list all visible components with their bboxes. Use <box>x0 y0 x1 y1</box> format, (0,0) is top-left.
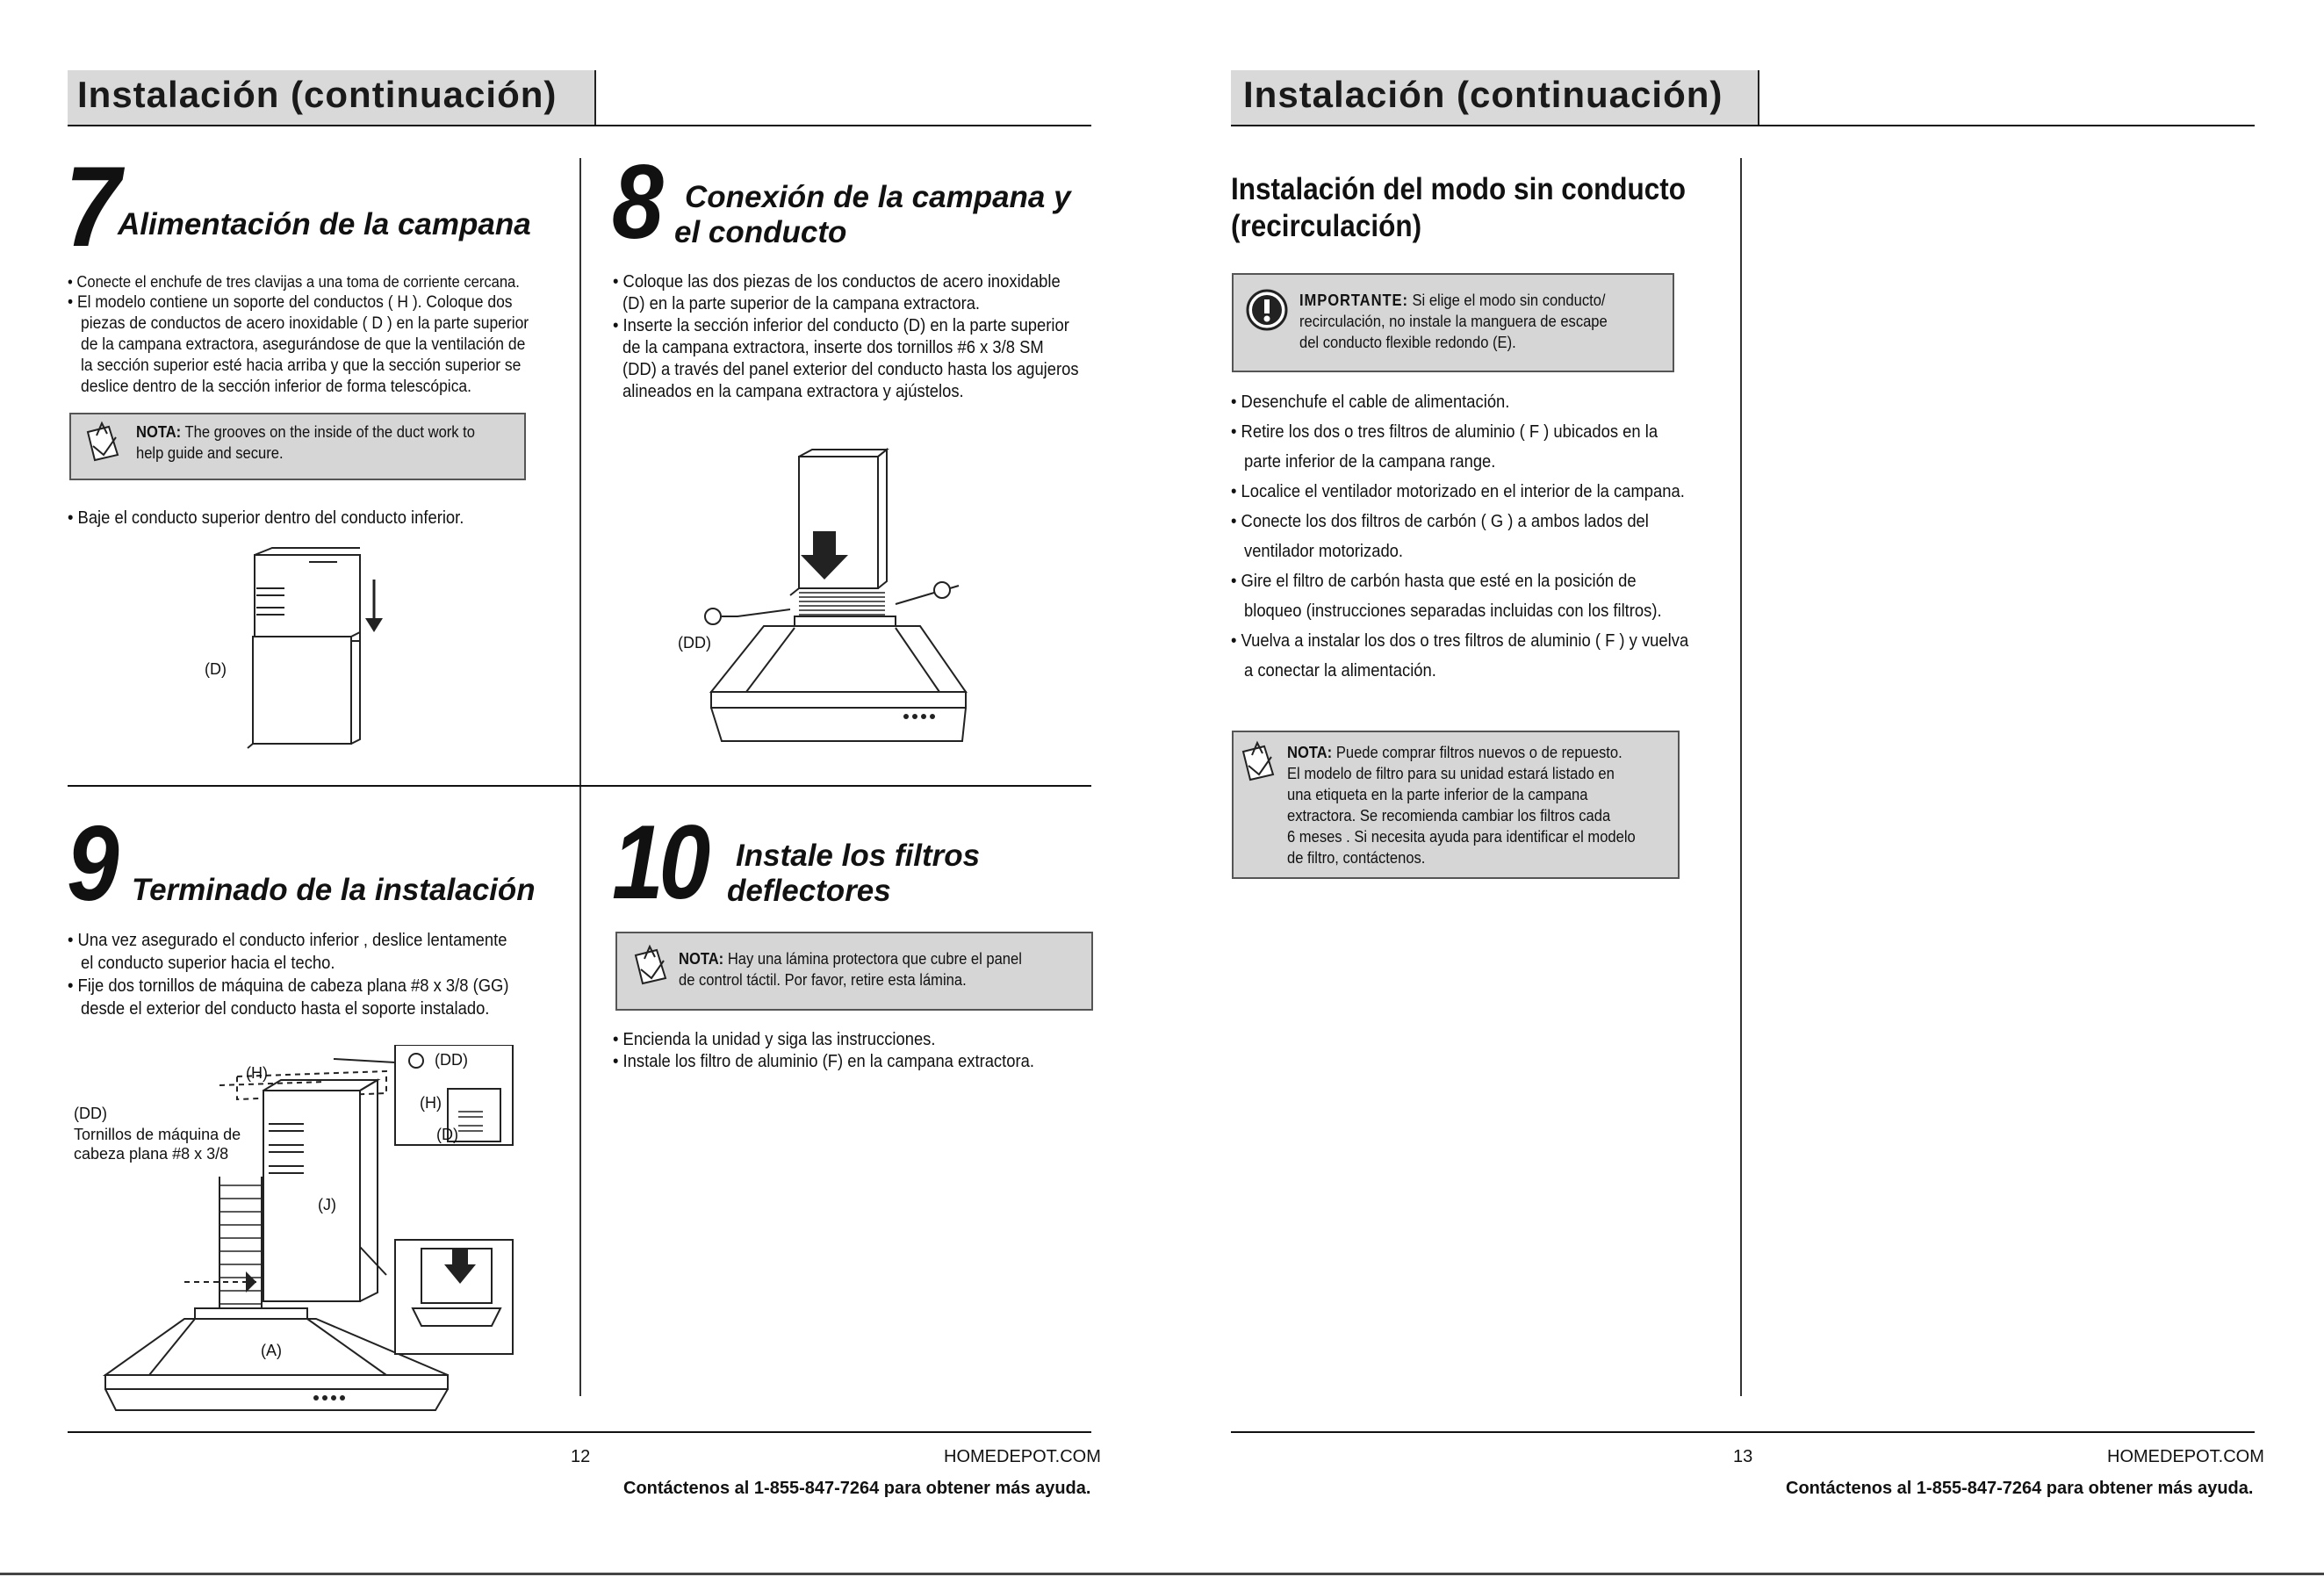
important-line-2: recirculación, no instale la manguera de escape <box>1299 313 1608 330</box>
important-line-1: IMPORTANTE: Si elige el modo sin conducto/ <box>1299 292 1606 309</box>
right-line-2: • Retire los dos o tres filtros de aluminio ( F ) ubicados en la <box>1231 422 1658 442</box>
step8-number: 8 <box>612 143 659 261</box>
step10-line-1: • Encienda la unidad y siga las instrucciones. <box>613 1030 936 1049</box>
right-note-line-2: El modelo de filtro para su unidad estará listado en <box>1287 765 1615 782</box>
left-footer-rule <box>68 1431 1091 1433</box>
step10-title-line-1: Instale los filtros <box>736 839 981 873</box>
step9-label-screws-2: cabeza plana #8 x 3/8 <box>74 1145 229 1163</box>
note-icon <box>1238 739 1280 785</box>
step7-lower-instruction: • Baje el conducto superior dentro del conducto inferior. <box>68 508 464 528</box>
step8-title-line-1: Conexión de la campana y <box>685 180 1071 214</box>
left-footer-site: HOMEDEPOT.COM <box>944 1447 1101 1466</box>
step7-title: Alimentación de la campana <box>118 207 531 241</box>
step8-line-2: (D) en la parte superior de la campana extractora. <box>622 294 981 313</box>
right-line-4: • Localice el ventilador motorizado en el interior de la campana. <box>1231 482 1685 501</box>
left-column-divider <box>579 158 581 1396</box>
right-header-title: Instalación (continuación) <box>1243 74 1723 115</box>
right-note-line-6: de filtro, contáctenos. <box>1287 849 1426 867</box>
right-line-7: • Gire el filtro de carbón hasta que esté en la posición de <box>1231 572 1637 591</box>
step9-label-j: (J) <box>318 1196 336 1213</box>
right-line-10: a conectar la alimentación. <box>1244 661 1436 680</box>
right-note-line-1: NOTA: Puede comprar filtros nuevos o de repuesto. <box>1287 744 1622 761</box>
right-line-8: bloqueo (instrucciones separadas incluidas con los filtros). <box>1244 601 1662 621</box>
step8-line-4: de la campana extractora, inserte dos tornillos #6 x 3/8 SM <box>622 338 1044 357</box>
step9-title: Terminado de la instalación <box>132 873 536 907</box>
step8-label-dd: (DD) <box>678 634 711 652</box>
right-section-title-line-2: (recirculación) <box>1231 209 1422 243</box>
hood-duct-connection-illustration <box>685 448 983 751</box>
step9-line-4: desde el exterior del conducto hasta el soporte instalado. <box>81 999 490 1019</box>
step7-line-3: piezas de conductos de acero inoxidable ( D ) en la parte superior <box>81 314 529 333</box>
right-line-1: • Desenchufe el cable de alimentación. <box>1231 392 1510 412</box>
right-note-line-3: una etiqueta en la parte inferior de la campana <box>1287 786 1588 803</box>
step9-number: 9 <box>67 803 115 923</box>
step9-label-screws-1: Tornillos de máquina de <box>74 1126 241 1143</box>
warning-icon <box>1245 288 1289 332</box>
step10-note-line-2: de control táctil. Por favor, retire esta lámina. <box>679 971 967 989</box>
right-header-rule <box>1231 125 2255 126</box>
right-footer-contact: Contáctenos al 1-855-847-7264 para obtener más ayuda. <box>1786 1479 2254 1498</box>
step8-title-line-2: el conducto <box>674 215 847 249</box>
right-footer-site: HOMEDEPOT.COM <box>2107 1447 2264 1466</box>
left-header-rule <box>68 125 1091 126</box>
right-line-6: ventilador motorizado. <box>1244 542 1404 561</box>
important-line-3: del conducto flexible redondo (E). <box>1299 334 1516 351</box>
step10-line-2: • Instale los filtro de aluminio (F) en la campana extractora. <box>613 1052 1034 1071</box>
finished-installation-illustration <box>97 1045 522 1422</box>
right-line-5: • Conecte los dos filtros de carbón ( G ) a ambos lados del <box>1231 512 1649 531</box>
right-footer-rule <box>1231 1431 2255 1433</box>
step8-line-6: alineados en la campana extractora y ajústelos. <box>622 382 964 401</box>
left-row-divider <box>68 785 1091 787</box>
step7-label-d: (D) <box>205 660 227 678</box>
left-header-title: Instalación (continuación) <box>77 74 558 115</box>
bottom-edge-rule <box>0 1573 2324 1575</box>
step9-label-h: (H) <box>246 1064 268 1082</box>
left-page-number: 12 <box>571 1447 591 1466</box>
step10-number: 10 <box>612 803 706 921</box>
step7-number: 7 <box>65 142 117 270</box>
step7-line-5: la sección superior esté hacia arriba y que la sección superior se <box>81 356 522 375</box>
step9-inset-label-d: (D) <box>436 1126 458 1143</box>
step9-label-dd: (DD) <box>74 1105 107 1122</box>
step8-line-3: • Inserte la sección inferior del conducto (D) en la parte superior <box>613 316 1069 335</box>
step9-line-2: el conducto superior hacia el techo. <box>81 954 335 973</box>
step7-line-6: deslice dentro de la sección inferior de forma telescópica. <box>81 378 472 396</box>
note-icon <box>83 420 125 465</box>
right-line-9: • Vuelva a instalar los dos o tres filtros de aluminio ( F ) y vuelva <box>1231 631 1689 651</box>
step9-line-1: • Una vez asegurado el conducto inferior , deslice lentamente <box>68 931 507 950</box>
right-note-line-4: extractora. Se recomienda cambiar los filtros cada <box>1287 807 1611 825</box>
step7-line-4: de la campana extractora, asegurándose de que la ventilación de <box>81 335 526 354</box>
right-column-divider <box>1740 158 1742 1396</box>
duct-illustration <box>246 544 404 755</box>
step7-line-1: • Conecte el enchufe de tres clavijas a una toma de corriente cercana. <box>68 273 520 291</box>
step7-line-2: • El modelo contiene un soporte del conductos ( H ). Coloque dos <box>68 293 513 312</box>
right-section-title-line-1: Instalación del modo sin conducto <box>1231 172 1687 206</box>
right-note-line-5: 6 meses . Si necesita ayuda para identificar el modelo <box>1287 828 1636 846</box>
step10-note-line-1: NOTA: Hay una lámina protectora que cubre el panel <box>679 950 1022 968</box>
right-page-number: 13 <box>1733 1447 1753 1466</box>
step8-line-1: • Coloque las dos piezas de los conductos de acero inoxidable <box>613 272 1061 292</box>
step9-label-a: (A) <box>261 1342 282 1359</box>
left-footer-contact: Contáctenos al 1-855-847-7264 para obtener más ayuda. <box>623 1479 1091 1498</box>
right-line-3: parte inferior de la campana range. <box>1244 452 1496 472</box>
step7-note-line-2: help guide and secure. <box>136 444 284 462</box>
note-icon <box>630 943 673 989</box>
step8-line-5: (DD) a través del panel exterior del conducto hasta los agujeros <box>622 360 1079 379</box>
step9-inset-label-h: (H) <box>420 1094 442 1112</box>
step7-note-line-1: NOTA: The grooves on the inside of the duct work to <box>136 423 475 441</box>
step10-title-line-2: deflectores <box>727 874 891 908</box>
step9-inset-label-dd: (DD) <box>435 1051 468 1069</box>
step9-line-3: • Fije dos tornillos de máquina de cabeza plana #8 x 3/8 (GG) <box>68 976 509 996</box>
